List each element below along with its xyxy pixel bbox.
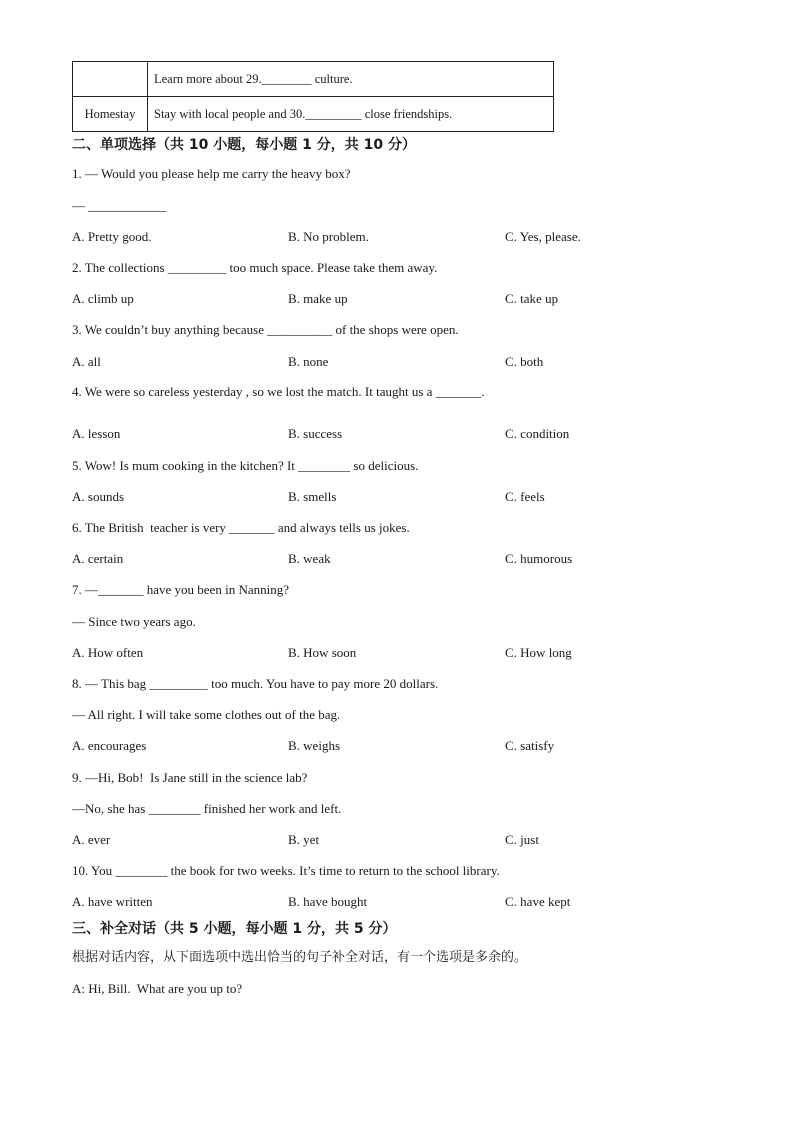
question-9-reply: —No, she has ________ finished her work and left. — [72, 801, 342, 816]
option-a: A. certain — [72, 551, 124, 566]
option-c: C. just — [505, 832, 539, 847]
option-b: B. success — [288, 426, 343, 441]
question-7-options — [72, 645, 752, 661]
section3-instruction: 根据对话内容，从下面选项中选出恰当的句子补全对话，有一个选项是多余的。 — [72, 950, 528, 965]
option-b: B. yet — [288, 832, 320, 847]
question-3-options — [72, 354, 752, 370]
table-cell-text: Learn more about 29.________ culture. — [148, 62, 554, 97]
section3-heading: 三、补全对话（共 5 小题，每小题 1 分，共 5 分） — [72, 921, 397, 937]
question-5-options — [72, 489, 752, 505]
option-b: B. No problem. — [288, 229, 369, 244]
question-6-options — [72, 551, 752, 567]
option-a: A. have written — [72, 894, 153, 909]
option-c: C. humorous — [505, 551, 573, 566]
option-b: B. weighs — [288, 738, 340, 753]
option-c: C. condition — [505, 426, 570, 441]
question-1-stem: 1. — Would you please help me carry the heavy box? — [72, 166, 351, 181]
option-a: A. How often — [72, 645, 144, 660]
question-2-options — [72, 291, 752, 307]
question-5-stem: 5. Wow! Is mum cooking in the kitchen? It ________ so delicious. — [72, 458, 419, 473]
option-a: A. climb up — [72, 291, 134, 306]
option-a: A. encourages — [72, 738, 147, 753]
section2-heading: 二、单项选择（共 10 小题，每小题 1 分，共 10 分） — [72, 137, 416, 153]
question-8-options — [72, 738, 752, 754]
question-1-options — [72, 229, 752, 245]
option-c: C. have kept — [505, 894, 571, 909]
info-table — [72, 61, 554, 132]
question-7-stem: 7. —_______ have you been in Nanning? — [72, 582, 289, 597]
question-8-reply: — All right. I will take some clothes out of the bag. — [72, 707, 341, 722]
option-a: A. lesson — [72, 426, 121, 441]
option-b: B. have bought — [288, 894, 368, 909]
question-9-options — [72, 832, 752, 848]
option-c: C. take up — [505, 291, 559, 306]
table-cell-label: Homestay — [73, 97, 148, 132]
question-1-answer-line: — ____________ — [72, 198, 167, 213]
option-a: A. Pretty good. — [72, 229, 152, 244]
question-10-options — [72, 894, 752, 910]
option-c: C. both — [505, 354, 544, 369]
option-a: A. sounds — [72, 489, 125, 504]
question-6-stem: 6. The British teacher is very _______ and always tells us jokes. — [72, 520, 410, 535]
option-a: A. all — [72, 354, 101, 369]
option-a: A. ever — [72, 832, 111, 847]
table-cell-text: Stay with local people and 30._________ close friendships. — [148, 97, 554, 132]
option-b: B. smells — [288, 489, 337, 504]
table-row — [73, 62, 554, 97]
question-2-stem: 2. The collections _________ too much space. Please take them away. — [72, 260, 438, 275]
question-3-stem: 3. We couldn’t buy anything because __________ of the shops were open. — [72, 322, 459, 337]
option-c: C. How long — [505, 645, 572, 660]
option-c: C. satisfy — [505, 738, 555, 753]
question-8-stem: 8. — This bag _________ too much. You have to pay more 20 dollars. — [72, 676, 439, 691]
option-b: B. none — [288, 354, 329, 369]
option-b: B. How soon — [288, 645, 357, 660]
option-b: B. weak — [288, 551, 331, 566]
question-7-reply: — Since two years ago. — [72, 614, 196, 629]
table-row — [73, 97, 554, 132]
question-10-stem: 10. You ________ the book for two weeks. It’s time to return to the school library. — [72, 863, 500, 878]
table-cell-label — [73, 62, 148, 97]
dialog-line: A: Hi, Bill. What are you up to? — [72, 981, 243, 996]
question-9-stem: 9. —Hi, Bob! Is Jane still in the science lab? — [72, 770, 308, 785]
option-b: B. make up — [288, 291, 348, 306]
question-4-stem: 4. We were so careless yesterday , so we lost the match. It taught us a _______. — [72, 384, 485, 399]
option-c: C. feels — [505, 489, 545, 504]
question-4-options — [72, 426, 752, 442]
option-c: C. Yes, please. — [505, 229, 581, 244]
